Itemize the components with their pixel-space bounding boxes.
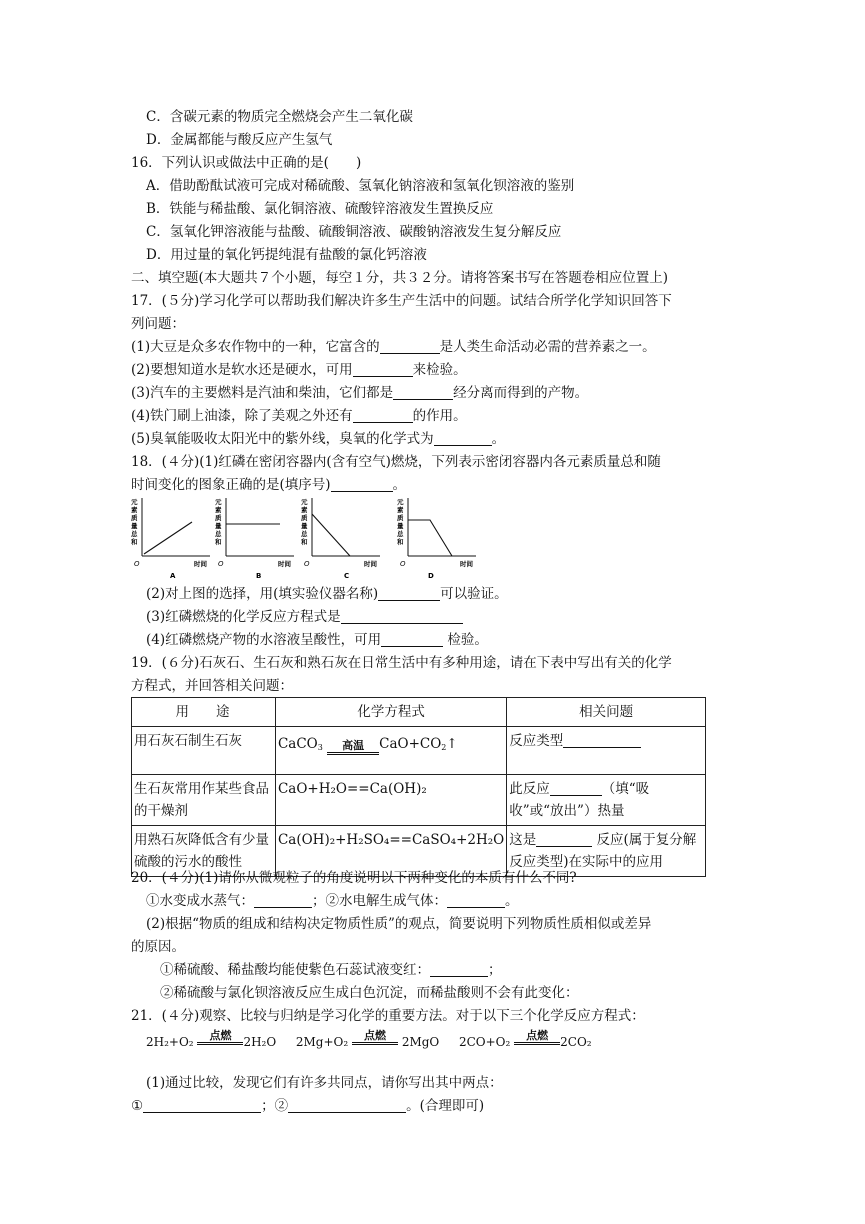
q18-4-tail: 检验。 <box>443 632 488 648</box>
option-16d: D．用过量的氧化钙提纯混有盐酸的氯化钙溶液 <box>146 247 427 263</box>
q17-item3-tail: 经分离而得到的产物。 <box>453 385 589 401</box>
table-cell-question: 此反应 （填“吸收”或“放出”）热量 <box>507 775 706 826</box>
condition-label: 点燃 <box>364 1029 386 1042</box>
option-15c: C．含碳元素的物质完全燃烧会产生二氧化碳 <box>146 109 413 125</box>
graph-a-xlabel: 时间 <box>194 560 207 568</box>
graph-b-xlabel: 时间 <box>278 560 291 568</box>
graph-a-ylabel: 元素质量总和 <box>131 498 138 546</box>
equation-1: 2H₂+O₂ 点燃 2H₂O <box>146 1029 277 1049</box>
q17-item1 <box>131 337 656 357</box>
equation-2: 2Mg+O₂ 点燃 2MgO <box>295 1029 440 1049</box>
graph-d-label: D <box>428 572 434 580</box>
condition-label: 高温 <box>342 739 365 752</box>
reaction-equations <box>146 1030 592 1049</box>
q20-1 <box>146 891 519 911</box>
answer-blank[interactable] <box>550 781 602 796</box>
table-cell-equation: Ca(OH)₂+H₂SO₄==CaSO₄+2H₂O <box>275 826 506 877</box>
graph-b-origin: O <box>218 560 224 568</box>
graph-d-origin: O <box>400 560 406 568</box>
mass-time-graphs <box>128 494 488 580</box>
answer-blank[interactable] <box>353 362 413 377</box>
q20-2-cont: 的原因。 <box>131 939 185 955</box>
q18-2-tail: 可以验证。 <box>440 586 508 602</box>
table-cell-equation: CaCO$_3$ 高温 $CaO+CO_2↑$ <box>275 727 506 775</box>
answer-blank[interactable] <box>536 832 592 847</box>
q17-item1-tail: 是人类生命活动必需的营养素之一。 <box>439 339 656 355</box>
q17-item1-text: (1)大豆是众多农作物中的一种，它富含的 <box>131 339 380 355</box>
graph-c-xlabel: 时间 <box>364 560 377 568</box>
q17-item3-text: (3)汽车的主要燃料是汽油和柴油，它们都是 <box>131 385 394 401</box>
option-15d: D．金属都能与酸反应产生氢气 <box>146 132 333 148</box>
question-17-cont: 列问题： <box>131 316 185 332</box>
q20-1-tail: 。 <box>505 893 519 909</box>
graph-c-origin: O <box>304 560 310 568</box>
answer-blank[interactable] <box>353 408 413 423</box>
graph-b-ylabel: 元素质量总和 <box>215 498 222 546</box>
graph-c-ylabel: 元素质量总和 <box>301 498 308 546</box>
graph-c-label: C <box>344 572 350 580</box>
q17-item5-text: (5)臭氧能吸收太阳光中的紫外线，臭氧的化学式为 <box>131 431 434 447</box>
graph-a <box>131 497 210 580</box>
graph-c <box>301 497 380 580</box>
table-cell-question: 这是 反应(属于复分解反应类型)在实际中的应用 <box>507 826 706 877</box>
answer-blank[interactable] <box>380 339 440 354</box>
q17-item2-text: (2)要想知道水是软水还是硬水，可用 <box>131 362 353 378</box>
q17-item4-text: (4)铁门刷上油漆，除了美观之外还有 <box>131 408 353 424</box>
option-16c: C．氢氧化钾溶液能与盐酸、硫酸铜溶液、碳酸钠溶液发生复分解反应 <box>146 224 562 240</box>
q18-1-text: 时间变化的图象正确的是(填序号) <box>131 477 331 493</box>
answer-blank[interactable] <box>434 431 492 446</box>
q21-1-tail: 。(合理即可) <box>406 1098 485 1114</box>
q20-2-b: ②稀硫酸与氯化钡溶液反应生成白色沉淀，而稀盐酸则不会有此变化： <box>160 985 579 1001</box>
answer-blank[interactable] <box>378 586 440 601</box>
q20-2-a <box>160 960 502 980</box>
answer-blank[interactable] <box>341 609 463 624</box>
q17-item2 <box>131 360 467 380</box>
table-header-row <box>132 698 706 727</box>
table-cell-use: 生石灰常用作某些食品的干燥剂 <box>132 775 276 826</box>
q18-1-tail: 。 <box>392 477 407 493</box>
q18-3 <box>146 607 463 627</box>
option-16a: A．借助酚酞试液可完成对稀硫酸、氢氧化钠溶液和氢氧化钡溶液的鉴别 <box>146 178 575 194</box>
answer-blank[interactable] <box>563 733 641 748</box>
question-18: 18．(４分)(1)红磷在密闭容器内(含有空气)燃烧，下列表示密闭容器内各元素质量总和随 <box>131 454 661 470</box>
q21-1: (1)通过比较，发现它们有许多共同点，请你写出其中两点： <box>146 1075 503 1091</box>
answer-blank[interactable] <box>254 893 312 908</box>
table-cell-use: 用石灰石制生石灰 <box>132 727 276 775</box>
q17-item4 <box>131 406 467 426</box>
graph-a-origin: O <box>134 560 140 568</box>
question-18-cont <box>131 475 406 495</box>
q21-1-answers <box>131 1096 484 1116</box>
graph-d-xlabel: 时间 <box>460 560 473 568</box>
answer-blank[interactable] <box>393 385 453 400</box>
table-cell-question: 反应类型 <box>507 727 706 775</box>
graph-d-ylabel: 元素质量总和 <box>397 498 404 546</box>
table-row <box>132 775 706 826</box>
answer-blank[interactable] <box>447 893 505 908</box>
answer-blank[interactable] <box>331 477 393 492</box>
answer-blank[interactable] <box>143 1098 261 1113</box>
graph-d-line <box>408 520 452 556</box>
q18-4-text: (4)红磷燃烧产物的水溶液呈酸性，可用 <box>146 632 382 648</box>
table-header: 化学方程式 <box>275 698 506 727</box>
equation-3: 2CO+O₂ 点燃 2CO₂ <box>458 1029 592 1049</box>
q20-1-text: ①水变成水蒸气： <box>146 893 254 909</box>
table-row <box>132 727 706 775</box>
condition-label: 点燃 <box>526 1029 549 1042</box>
question-16: 16．下列认识或做法中正确的是( ) <box>131 155 362 171</box>
q18-2 <box>146 584 508 604</box>
q17-item2-tail: 来检验。 <box>412 362 467 378</box>
q18-3-text: (3)红磷燃烧的化学反应方程式是 <box>146 609 341 625</box>
question-19: 19．(６分)石灰石、生石灰和熟石灰在日常生活中有多种用途，请在下表中写出有关的化学 <box>131 655 672 671</box>
q17-item5 <box>131 429 505 449</box>
q21-1-num1: ① <box>131 1098 144 1114</box>
table-header: 相关问题 <box>507 698 706 727</box>
table-header: 用 途 <box>132 698 276 727</box>
q20-1-mid: ；②水电解生成气体： <box>312 893 447 909</box>
question-20: 20．(４分)(1)请你从微观粒子的角度说明以下两种变化的本质有什么不同? <box>131 870 577 886</box>
question-17: 17．(５分)学习化学可以帮助我们解决许多生产生活中的问题。试结合所学化学知识回答下 <box>131 293 672 309</box>
q17-item5-tail: 。 <box>491 431 506 447</box>
q20-2a-text: ①稀硫酸、稀盐酸均能使紫色石蕊试液变红： <box>160 962 430 978</box>
section-heading: 二、填空题(本大题共７个小题，每空１分，共３２分。请将答案书写在答题卷相应位置上) <box>131 270 669 286</box>
question-19-cont: 方程式，并回答相关问题： <box>131 678 293 694</box>
graph-d <box>397 497 476 580</box>
table-cell-use: 用熟石灰降低含有少量硫酸的污水的酸性 <box>132 826 276 877</box>
question-21: 21．(４分)观察、比较与归纳是学习化学的重要方法。对于以下三个化学反应方程式： <box>131 1008 645 1024</box>
q17-item3 <box>131 383 588 403</box>
q18-2-text: (2)对上图的选择，用(填实验仪器名称) <box>146 586 379 602</box>
graph-a-label: A <box>170 572 176 580</box>
answer-blank[interactable] <box>430 962 488 977</box>
graph-b <box>215 497 294 580</box>
q21-1-num2: ；② <box>261 1098 289 1114</box>
graph-a-line <box>144 522 192 554</box>
q18-4 <box>146 630 488 650</box>
lime-uses-table <box>131 697 706 877</box>
answer-blank[interactable] <box>381 632 443 647</box>
q17-item4-tail: 的作用。 <box>412 408 467 424</box>
graph-b-label: B <box>256 572 262 580</box>
table-cell-equation: CaO+H₂O==Ca(OH)₂ <box>275 775 506 826</box>
q20-2a-tail: ； <box>488 962 502 978</box>
condition-label: 点燃 <box>209 1029 232 1042</box>
answer-blank[interactable] <box>288 1098 406 1113</box>
q20-2: (2)根据“物质的组成和结构决定物质性质”的观点，简要说明下列物质性质相似或差异 <box>146 916 652 932</box>
option-16b: B．铁能与稀盐酸、氯化铜溶液、硫酸锌溶液发生置换反应 <box>146 201 494 217</box>
graph-c-line <box>312 514 350 556</box>
